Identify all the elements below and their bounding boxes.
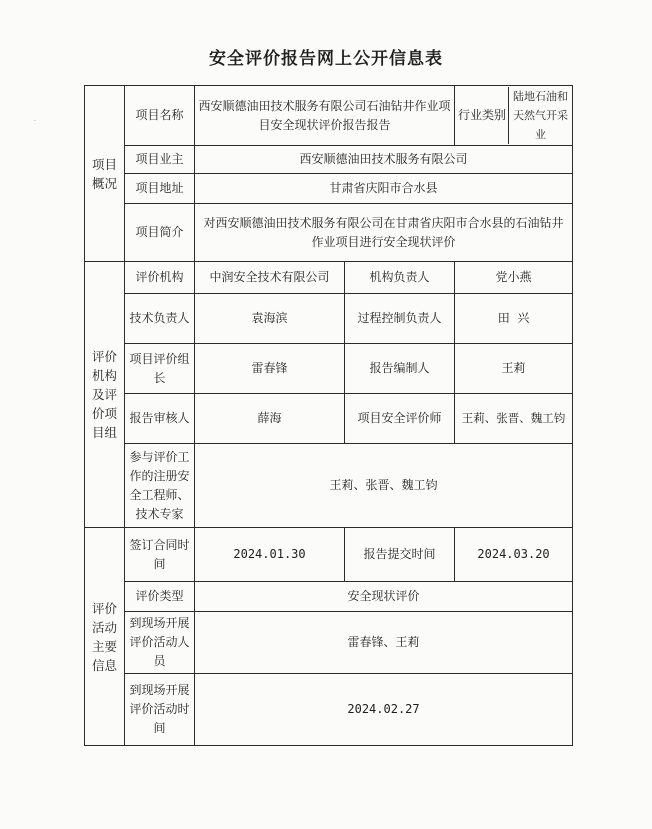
agency-head-value: 党小燕 <box>455 262 573 294</box>
industry-label: 行业类别 <box>458 108 507 122</box>
assessment-type-value: 安全现状评价 <box>195 582 573 612</box>
contract-date-value: 2024.01.30 <box>195 528 345 582</box>
participants-value: 王莉、张晋、魏工钧 <box>195 444 573 528</box>
team-leader-label: 项目评价组长 <box>125 344 195 394</box>
project-name-value: 西安顺德油田技术服务有限公司石油钻井作业项目安全现状评价报告报告 <box>195 86 455 146</box>
project-brief-value: 对西安顺德油田技术服务有限公司在甘肃省庆阳市合水县的石油钻井作业项目进行安全现状评价 <box>195 204 573 262</box>
row-type <box>85 582 573 612</box>
submit-date-value: 2024.03.20 <box>455 528 573 582</box>
row-project-owner <box>85 146 573 174</box>
agency-head-label: 机构负责人 <box>345 262 455 294</box>
project-name-label: 项目名称 <box>125 86 195 146</box>
report-writer-label: 报告编制人 <box>345 344 455 394</box>
team-leader-value: 雷春锋 <box>195 344 345 394</box>
agency-label: 评价机构 <box>125 262 195 294</box>
assessment-type-label: 评价类型 <box>125 582 195 612</box>
assessor-label: 项目安全评价师 <box>345 394 455 444</box>
participants-label: 参与评价工作的注册安全工程师、技术专家 <box>125 444 195 528</box>
row-onsite-staff <box>85 612 573 674</box>
agency-value: 中润安全技术有限公司 <box>195 262 345 294</box>
process-control-value: 田 兴 <box>455 294 573 344</box>
reviewer-label: 报告审核人 <box>125 394 195 444</box>
industry-cell <box>455 86 573 146</box>
row-agency <box>85 262 573 294</box>
onsite-staff-value: 雷春锋、王莉 <box>195 612 573 674</box>
onsite-time-value: 2024.02.27 <box>195 674 573 746</box>
project-owner-label: 项目业主 <box>125 146 195 174</box>
onsite-time-label: 到现场开展评价活动时间 <box>125 674 195 746</box>
project-owner-value: 西安顺德油田技术服务有限公司 <box>195 146 573 174</box>
submit-date-label: 报告提交时间 <box>345 528 455 582</box>
row-reviewer <box>85 394 573 444</box>
info-table <box>84 85 573 746</box>
row-contract <box>85 528 573 582</box>
section-activity: 评价活动主要信息 <box>85 528 125 746</box>
section-org-team: 评价机构及评价项目组 <box>85 262 125 528</box>
project-address-label: 项目地址 <box>125 174 195 204</box>
row-project-brief <box>85 204 573 262</box>
project-brief-label: 项目简介 <box>125 204 195 262</box>
row-participants <box>85 444 573 528</box>
row-leader <box>85 344 573 394</box>
assessor-value: 王莉、张晋、魏工钧 <box>455 394 573 444</box>
row-onsite-time <box>85 674 573 746</box>
row-project-name <box>85 86 573 146</box>
reviewer-value: 薛海 <box>195 394 345 444</box>
page-title: 安全评价报告网上公开信息表 <box>209 49 443 69</box>
industry-value: 陆地石油和天然气开采业 <box>508 87 569 144</box>
tech-lead-label: 技术负责人 <box>125 294 195 344</box>
report-writer-value: 王莉 <box>455 344 573 394</box>
tech-lead-value: 袁海滨 <box>195 294 345 344</box>
contract-date-label: 签订合同时间 <box>125 528 195 582</box>
project-address-value: 甘肃省庆阳市合水县 <box>195 174 573 204</box>
onsite-staff-label: 到现场开展评价活动人员 <box>125 612 195 674</box>
section-project-overview: 项目概况 <box>85 86 125 262</box>
process-control-label: 过程控制负责人 <box>345 294 455 344</box>
row-project-address <box>85 174 573 204</box>
row-tech <box>85 294 573 344</box>
stray-mark: · <box>34 118 36 125</box>
